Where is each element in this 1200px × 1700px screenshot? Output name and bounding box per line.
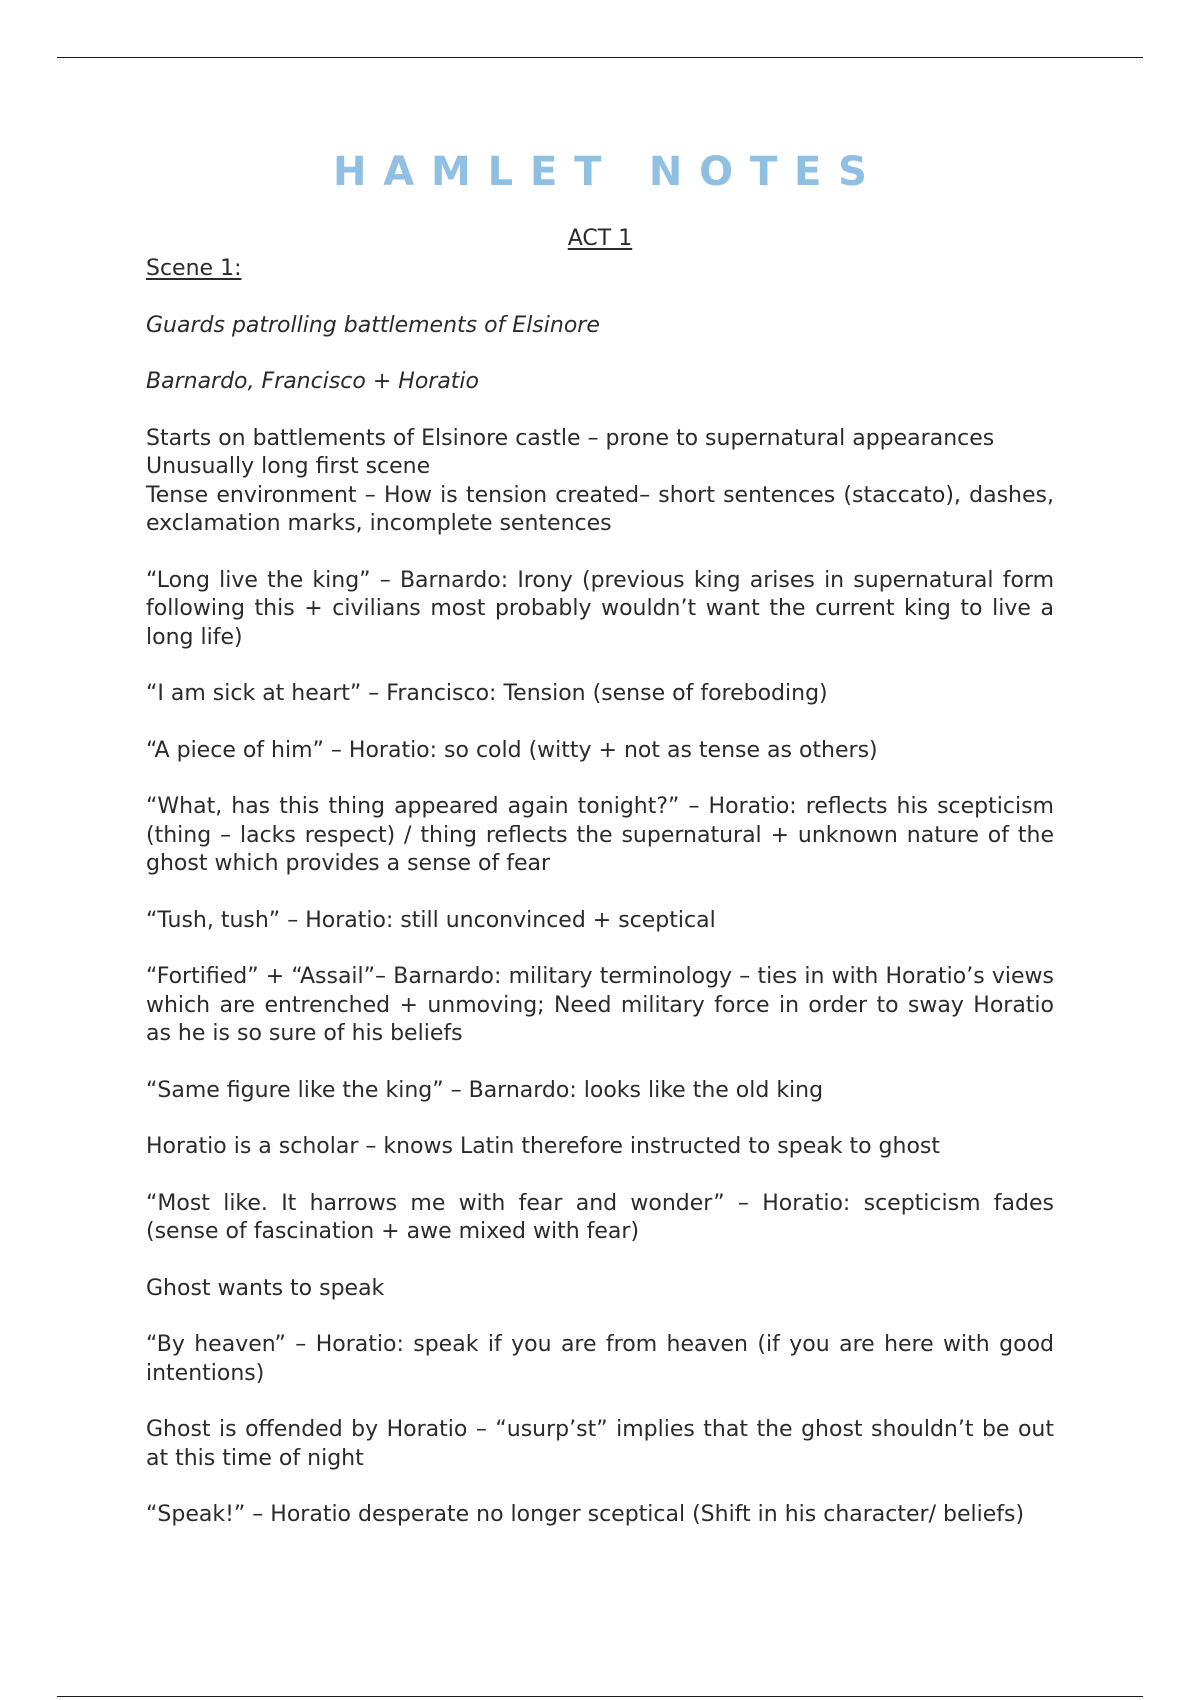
scene-setting: Guards patrolling battlements of Elsinore — [146, 312, 600, 338]
note-paragraph: “I am sick at heart” – Francisco: Tension (sense of foreboding) — [146, 681, 828, 706]
scene-heading: Scene 1: — [146, 256, 242, 281]
act-heading: ACT 1 — [567, 226, 633, 251]
note-paragraph: “Speak!” – Horatio desperate no longer sceptical (Shift in his character/ beliefs) — [146, 1502, 1025, 1527]
page-title: HAMLET NOTES — [333, 149, 884, 195]
note-paragraph: “A piece of him” – Horatio: so cold (witty + not as tense as others) — [146, 737, 878, 763]
scene-block — [146, 255, 1054, 397]
intro-line: Tense environment – How is tension created– short sentences (staccato), dashes, exclamation marks, incomplete sentences — [146, 482, 1054, 536]
note-paragraph: “By heaven” – Horatio: speak if you are from heaven (if you are here with good intentions) — [146, 1332, 1054, 1386]
scene-characters: Barnardo, Francisco + Horatio — [146, 369, 479, 394]
note-paragraph: “Fortified” + “Assail”– Barnardo: military terminology – ties in with Horatio’s views which are entrenched + unmoving; Need military force in order to sway Horatio as he is so sure of his beliefs — [146, 964, 1054, 1046]
note-paragraph: Ghost is offended by Horatio – “usurp’st” implies that the ghost shouldn’t be out at this time of night — [146, 1417, 1054, 1471]
intro-line: Unusually long first scene — [146, 454, 431, 479]
intro-line: Starts on battlements of Elsinore castle – prone to supernatural appearances — [146, 425, 995, 451]
note-paragraph: “Tush, tush” – Horatio: still unconvinced + sceptical — [146, 907, 716, 933]
note-paragraph: “Same figure like the king” – Barnardo: looks like the old king — [146, 1077, 824, 1103]
notes-body — [146, 255, 1054, 1558]
note-paragraph: Horatio is a scholar – knows Latin therefore instructed to speak to ghost — [146, 1134, 940, 1159]
top-rule — [57, 57, 1143, 58]
note-paragraph: “Long live the king” – Barnardo: Irony (previous king arises in supernatural form following this + civilians most probably wouldn’t want the current king to live a long life) — [146, 567, 1054, 650]
note-paragraph: “Most like. It harrows me with fear and wonder” – Horatio: scepticism fades (sense of fascination + awe mixed with fear) — [146, 1190, 1054, 1244]
note-paragraph: “What, has this thing appeared again tonight?” – Horatio: reflects his scepticism (thing – lacks respect) / thing reflects the supernatural + unknown nature of the ghost which provides a sense of fear — [146, 794, 1054, 876]
note-paragraph: Ghost wants to speak — [146, 1275, 385, 1301]
bottom-rule — [57, 1696, 1143, 1697]
intro-block — [146, 425, 1054, 539]
